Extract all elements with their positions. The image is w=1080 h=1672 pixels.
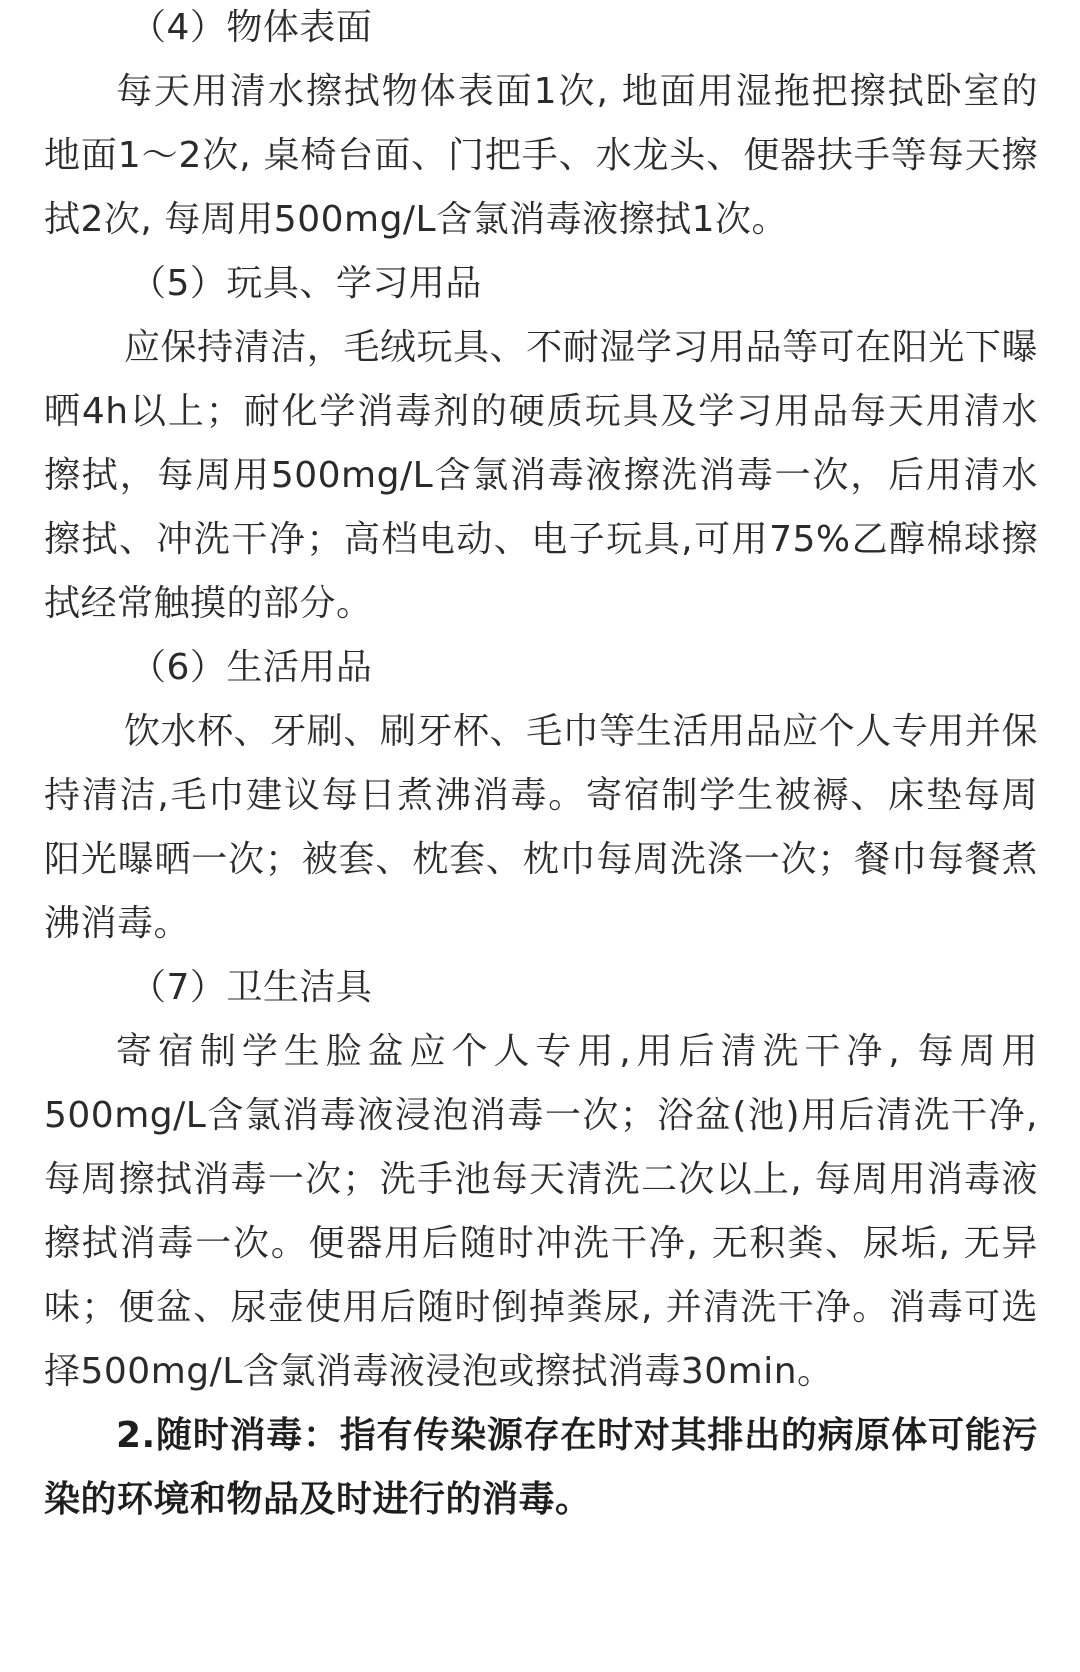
section-body-4: 每天用清水擦拭物体表面1次, 地面用湿拖把擦拭卧室的地面1～2次, 桌椅台面、门把手、水龙头、便器扶手等每天擦拭2次, 每周用500mg/L含氯消毒液擦拭1次。: [44, 71, 1038, 240]
section-body-7: 寄宿制学生脸盆应个人专用,用后清洗干净, 每周用500mg/L含氯消毒液浸泡消毒一次；浴盆(池)用后清洗干净, 每周擦拭消毒一次；洗手池每天清洗二次以上, 每周用消毒液擦拭消毒一次。便器用后随时冲洗干净, 无积粪、尿垢, 无异味；便盆、尿壶使用后随时倒掉粪尿, 并清洗干净。消毒可选择500mg/L含氯消毒液浸泡或擦拭消毒30min。: [44, 1031, 1038, 1392]
section-heading-4: （4）物体表面: [130, 7, 373, 48]
section-heading-6: （6）生活用品: [130, 647, 373, 688]
section-heading-7: （7）卫生洁具: [130, 967, 373, 1008]
section-body-6: 饮水杯、牙刷、刷牙杯、毛巾等生活用品应个人专用并保持清洁,毛巾建议每日煮沸消毒。寄宿制学生被褥、床垫每周阳光曝晒一次；被套、枕套、枕巾每周洗涤一次；餐巾每餐煮沸消毒。: [44, 711, 1038, 944]
section-body-5: 应保持清洁，毛绒玩具、不耐湿学习用品等可在阳光下曝晒4h以上；耐化学消毒剂的硬质玩具及学习用品每天用清水擦拭，每周用500mg/L含氯消毒液擦洗消毒一次，后用清水擦拭、冲洗干净；高档电动、电子玩具,可用75%乙醇棉球擦拭经常触摸的部分。: [44, 327, 1038, 624]
section-heading-5: （5）玩具、学习用品: [130, 263, 482, 304]
bold-paragraph: 2.随时消毒：指有传染源存在时对其排出的病原体可能污染的环境和物品及时进行的消毒。: [44, 1415, 1038, 1520]
